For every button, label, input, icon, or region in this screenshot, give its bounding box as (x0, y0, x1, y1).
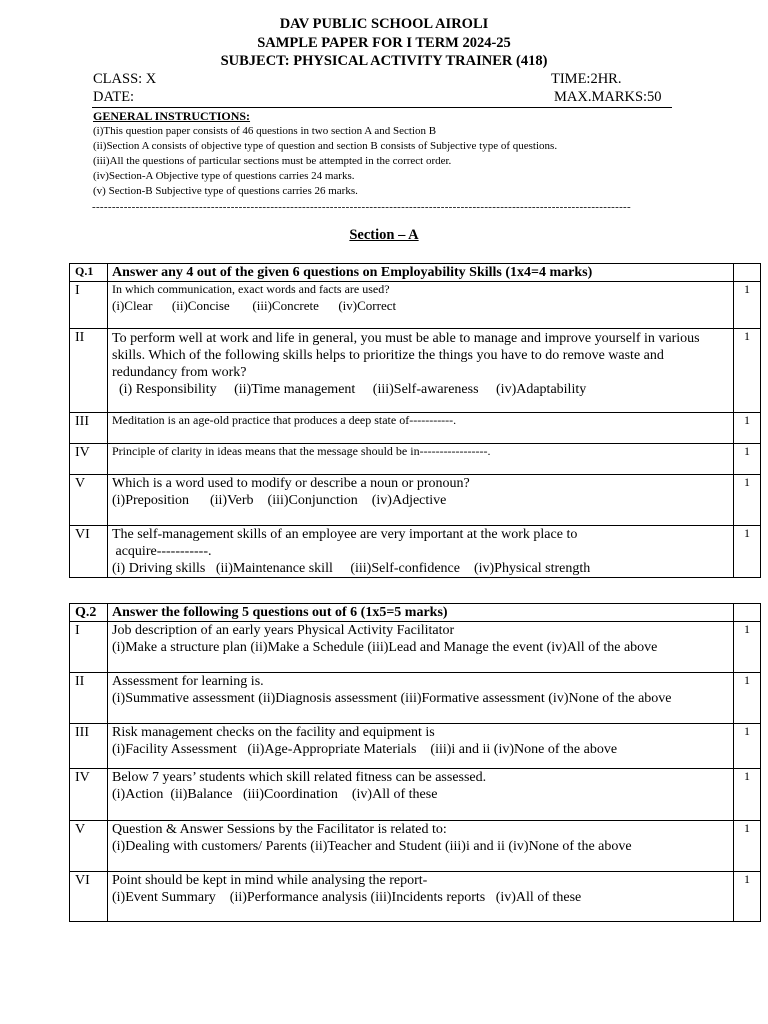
question-options: (i)Dealing with customers/ Parents (ii)Teacher and Student (iii)i and ii (iv)None of the above (112, 839, 632, 854)
question-number: VI (70, 526, 108, 578)
header-rule (92, 107, 672, 108)
q2-header-row (70, 604, 761, 622)
question-number: IV (70, 769, 108, 821)
question-number: III (70, 413, 108, 444)
question-stem-continued: acquire-----------. (112, 544, 212, 559)
q1-header-row (70, 264, 761, 282)
instruction-line: (iii)All the questions of particular sections must be attempted in the correct order. (93, 155, 452, 167)
section-title: Section – A (349, 227, 419, 243)
table-row (70, 872, 761, 922)
question-options: (i)Preposition (ii)Verb (iii)Conjunction (iv)Adjective (112, 493, 447, 508)
question-stem: Point should be kept in mind while analysing the report- (112, 873, 428, 888)
question-options: (i)Clear (ii)Concise (iii)Concrete (iv)Correct (112, 298, 397, 313)
q1-heading: Answer any 4 out of the given 6 questions on Employability Skills (1x4=4 marks) (108, 264, 734, 282)
table-row (70, 526, 761, 578)
question-options: (i)Event Summary (ii)Performance analysis (iii)Incidents reports (iv)All of these (112, 890, 582, 905)
question-options: (i)Action (ii)Balance (iii)Coordination (iv)All of these (112, 787, 438, 802)
question-marks: 1 (734, 622, 761, 673)
question-stem: Meditation is an age-old practice that produces a deep state of-----------. (112, 413, 457, 427)
question-stem: Risk management checks on the facility and equipment is (112, 725, 435, 740)
question-stem: To perform well at work and life in general, you must be able to manage and improve yourself in various skills. Which of the following skills helps to prioritize the things you have to do remove waste and redundancy from work? (112, 331, 700, 380)
subject-title: SUBJECT: PHYSICAL ACTIVITY TRAINER (418) (220, 53, 548, 69)
table-row (70, 475, 761, 526)
instruction-line: (ii)Section A consists of objective type of question and section B consists of Subjective type of questions. (93, 140, 558, 152)
question-stem: Which is a word used to modify or describe a noun or pronoun? (112, 476, 470, 491)
question-stem: Job description of an early years Physical Activity Facilitator (112, 623, 455, 638)
table-row (70, 769, 761, 821)
instructions-title: GENERAL INSTRUCTIONS: (93, 109, 251, 123)
table-row (70, 821, 761, 872)
question-options: (i)Make a structure plan (ii)Make a Schedule (iii)Lead and Manage the event (iv)All of the above (112, 640, 658, 655)
question-stem: The self-management skills of an employee are very important at the work place to (112, 527, 578, 542)
table-row (70, 329, 761, 413)
table-row (70, 622, 761, 673)
question-marks: 1 (734, 769, 761, 821)
question-marks: 1 (734, 413, 761, 444)
question-number: III (70, 724, 108, 769)
table-row (70, 413, 761, 444)
table-row (70, 673, 761, 724)
question-number: II (70, 673, 108, 724)
question-marks: 1 (734, 444, 761, 475)
question-options: (i) Driving skills (ii)Maintenance skill (iii)Self-confidence (iv)Physical strength (112, 561, 591, 576)
question-marks: 1 (734, 475, 761, 526)
q1-number: Q.1 (70, 264, 108, 282)
question-marks: 1 (734, 526, 761, 578)
q2-table (69, 603, 761, 922)
q1-table (69, 263, 761, 578)
question-number: II (70, 329, 108, 413)
question-stem: Principle of clarity in ideas means that the message should be in-----------------. (112, 444, 491, 458)
question-number: V (70, 475, 108, 526)
instruction-line: (v) Section-B Subjective type of questions carries 26 marks. (93, 185, 358, 197)
question-number: V (70, 821, 108, 872)
question-number: IV (70, 444, 108, 475)
question-options: (i)Facility Assessment (ii)Age-Appropriate Materials (iii)i and ii (iv)None of the above (112, 742, 618, 757)
question-marks: 1 (734, 282, 761, 329)
question-marks: 1 (734, 821, 761, 872)
class-label: CLASS: X (93, 71, 157, 87)
question-number: I (70, 282, 108, 329)
instruction-line: (i)This question paper consists of 46 questions in two section A and Section B (93, 125, 437, 137)
paper-title: SAMPLE PAPER FOR I TERM 2024-25 (257, 35, 511, 51)
question-marks: 1 (734, 724, 761, 769)
question-options: (i)Summative assessment (ii)Diagnosis assessment (iii)Formative assessment (iv)None of the above (112, 691, 672, 706)
question-marks: 1 (734, 872, 761, 922)
max-marks-label: MAX.MARKS:50 (554, 89, 662, 105)
table-row (70, 282, 761, 329)
question-number: I (70, 622, 108, 673)
separator-dashes: ---------------------------------------------------------------------------------------------------------------------------------------- (92, 201, 631, 213)
question-stem: Question & Answer Sessions by the Facilitator is related to: (112, 822, 447, 837)
table-row (70, 724, 761, 769)
question-number: VI (70, 872, 108, 922)
time-label: TIME:2HR. (551, 71, 622, 87)
question-stem: Assessment for learning is. (112, 674, 264, 689)
question-stem: In which communication, exact words and facts are used? (112, 282, 390, 296)
question-marks: 1 (734, 673, 761, 724)
instruction-line: (iv)Section-A Objective type of questions carries 24 marks. (93, 170, 355, 182)
school-name: DAV PUBLIC SCHOOL AIROLI (279, 16, 489, 32)
q2-number: Q.2 (70, 604, 108, 622)
question-stem: Below 7 years’ students which skill related fitness can be assessed. (112, 770, 487, 785)
table-row (70, 444, 761, 475)
q2-heading: Answer the following 5 questions out of 6 (1x5=5 marks) (108, 604, 734, 622)
question-options: (i) Responsibility (ii)Time management (iii)Self-awareness (iv)Adaptability (112, 382, 587, 397)
question-marks: 1 (734, 329, 761, 413)
date-label: DATE: (93, 89, 135, 105)
